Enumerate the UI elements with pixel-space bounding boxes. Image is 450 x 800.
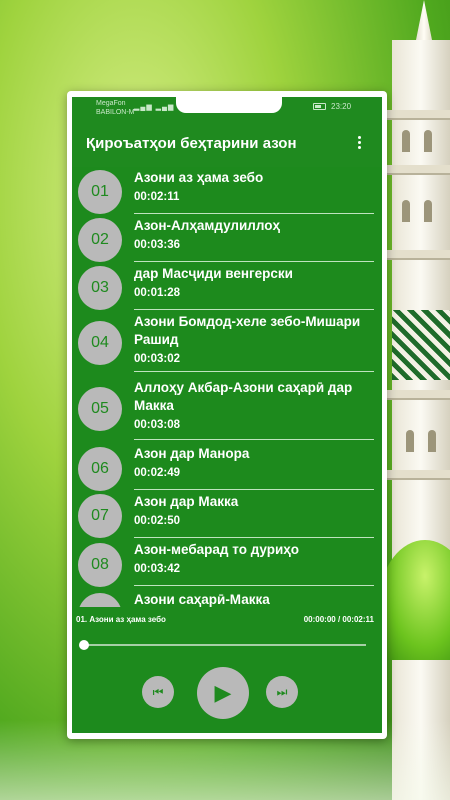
seek-thumb[interactable]	[79, 640, 89, 650]
row-divider	[134, 537, 374, 538]
track-number: 03	[78, 266, 122, 310]
row-divider	[134, 213, 374, 214]
track-number: 02	[78, 218, 122, 262]
app-screen	[72, 97, 382, 733]
carrier-line-2: BABILON-M	[96, 109, 135, 116]
track-number	[78, 593, 122, 607]
track-title: Азони саҳарӣ-Макка	[134, 592, 270, 607]
track-number: 04	[78, 321, 122, 365]
previous-button[interactable]	[142, 676, 174, 708]
track-title: Азони Бомдод-хеле зебо-Мишари Рашид	[134, 314, 361, 347]
track-title: Азон-мебарад то дуриҳо	[134, 542, 300, 557]
previous-icon: ⏮	[152, 684, 164, 699]
track-title: дар Масҷиди венгерски	[134, 266, 293, 281]
app-bar	[72, 119, 382, 167]
list-item[interactable]	[72, 263, 382, 311]
audio-player	[72, 607, 382, 733]
track-title: Азон-Алҳамдулиллоҳ	[134, 218, 281, 233]
next-button[interactable]	[266, 676, 298, 708]
track-title: Азон дар Макка	[134, 494, 239, 509]
track-title: Азони аз ҳама зебо	[134, 170, 264, 185]
carrier-line-1: MegaFon	[96, 100, 126, 107]
track-duration: 00:03:42	[134, 563, 181, 575]
time-display: 00:00:00 / 00:02:11	[303, 615, 374, 624]
track-number: 06	[78, 447, 122, 491]
track-number: 01	[78, 170, 122, 214]
list-item[interactable]	[72, 443, 382, 491]
list-item[interactable]	[72, 215, 382, 263]
track-duration: 00:03:02	[134, 353, 181, 365]
carrier-label	[96, 99, 135, 117]
list-item[interactable]	[72, 373, 382, 443]
track-duration: 00:02:49	[134, 467, 181, 479]
battery-icon	[313, 103, 326, 110]
next-icon: ⏭	[276, 684, 288, 699]
row-divider	[134, 489, 374, 490]
track-duration: 00:03:08	[134, 419, 181, 431]
row-divider	[134, 585, 374, 586]
app-title: Қироъатҳои беҳтарини азон	[86, 135, 297, 152]
row-divider	[134, 261, 374, 262]
play-button[interactable]	[197, 667, 249, 719]
track-duration: 00:03:36	[134, 239, 181, 251]
signal-icon: ▂▄▆ ▂▄▆	[134, 104, 175, 111]
play-icon: ▶	[214, 680, 232, 705]
track-number: 05	[78, 387, 122, 431]
status-time: 23:20	[331, 102, 352, 111]
now-playing-label: 01. Азони аз ҳама зебо	[76, 615, 166, 624]
track-number: 07	[78, 494, 122, 538]
list-item[interactable]	[72, 491, 382, 539]
track-duration: 00:02:11	[134, 191, 180, 203]
overflow-menu-icon[interactable]	[355, 135, 363, 153]
track-duration: 00:01:28	[134, 287, 181, 299]
row-divider	[134, 439, 374, 440]
track-list[interactable]	[72, 167, 382, 607]
list-item[interactable]	[72, 539, 382, 587]
list-item[interactable]	[72, 311, 382, 373]
row-divider	[134, 371, 374, 372]
seek-bar[interactable]	[80, 644, 366, 646]
track-title: Азон дар Манора	[134, 446, 250, 461]
list-item[interactable]	[72, 167, 382, 215]
status-bar	[72, 97, 382, 119]
list-item[interactable]	[72, 587, 382, 607]
track-number: 08	[78, 543, 122, 587]
track-title: Аллоҳу Акбар-Азони саҳарӣ дар Макка	[134, 380, 353, 413]
row-divider	[134, 309, 374, 310]
track-duration: 00:02:50	[134, 515, 181, 527]
